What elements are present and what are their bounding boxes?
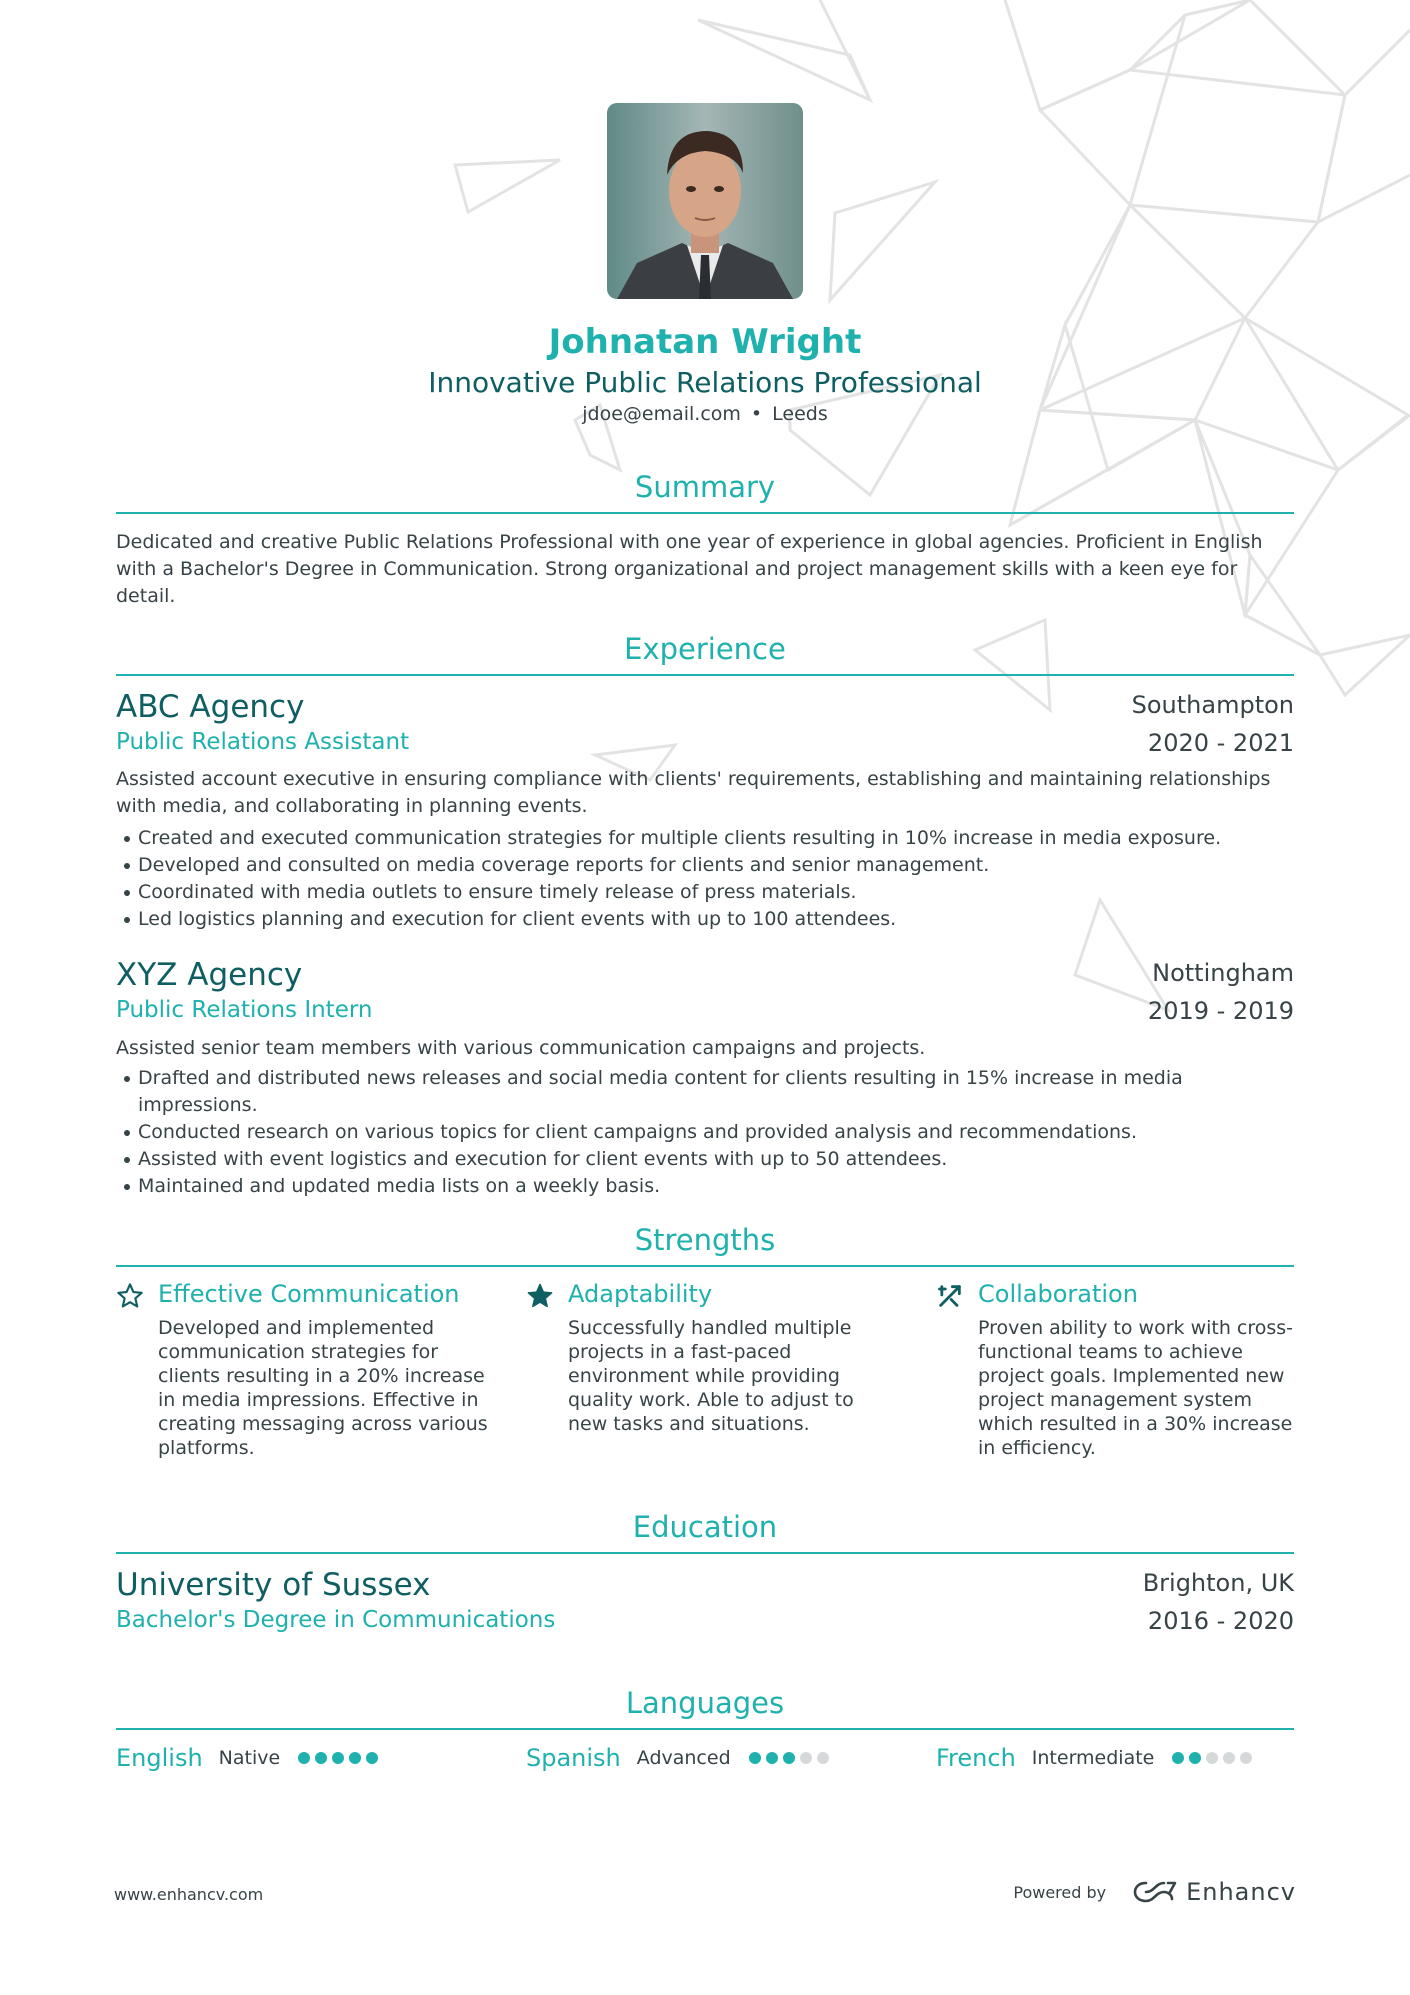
language-level: Native bbox=[218, 1747, 281, 1769]
strength-title: Effective Communication bbox=[158, 1280, 460, 1308]
location-text: Leeds bbox=[772, 403, 828, 425]
job-bullets bbox=[122, 825, 1292, 933]
rating-dot bbox=[1189, 1752, 1201, 1764]
email-text[interactable]: jdoe@email.com bbox=[582, 403, 741, 425]
rating-dot bbox=[349, 1752, 361, 1764]
education-location: Brighton, UK bbox=[1142, 1569, 1294, 1597]
job-bullet: Conducted research on various topics for client campaigns and provided analysis and recommendations. bbox=[122, 1119, 1292, 1146]
star-outline-icon bbox=[116, 1282, 144, 1310]
enhancv-brand-text: Enhancv bbox=[1186, 1878, 1296, 1906]
rating-dot bbox=[298, 1752, 310, 1764]
language-item bbox=[936, 1742, 1252, 1774]
strength-description: Proven ability to work with cross-functional teams to achieve project goals. Implemented new project management system which resulted in a 30% increase in efficiency. bbox=[978, 1317, 1294, 1459]
strength-description: Successfully handled multiple projects in a fast-paced environment while providing quality work. Able to adjust to new tasks and situations. bbox=[568, 1317, 854, 1435]
summary-heading: Summary bbox=[116, 470, 1294, 514]
job-dates: 2019 - 2019 bbox=[1147, 997, 1294, 1025]
collaboration-icon bbox=[936, 1282, 964, 1310]
candidate-name: Johnatan Wright bbox=[548, 322, 862, 362]
languages-heading: Languages bbox=[116, 1686, 1294, 1730]
footer-website[interactable]: www.enhancv.com bbox=[114, 1885, 264, 1904]
job-location: Southampton bbox=[1131, 691, 1294, 719]
language-rating bbox=[298, 1752, 378, 1764]
job-bullet: Assisted with event logistics and execution for client events with up to 50 attendees. bbox=[122, 1146, 1292, 1173]
rating-dot bbox=[783, 1752, 795, 1764]
contact-line bbox=[0, 403, 1410, 425]
job-bullet: Coordinated with media outlets to ensure timely release of press materials. bbox=[122, 879, 1292, 906]
rating-dot bbox=[1206, 1752, 1218, 1764]
rating-dot bbox=[1223, 1752, 1235, 1764]
language-name: Spanish bbox=[526, 1744, 621, 1772]
rating-dot bbox=[817, 1752, 829, 1764]
language-item bbox=[526, 1742, 829, 1774]
language-level: Intermediate bbox=[1031, 1747, 1155, 1769]
powered-by-text: Powered by bbox=[1013, 1882, 1107, 1902]
strength-title: Adaptability bbox=[568, 1280, 713, 1308]
strength-description: Developed and implemented communication strategies for clients resulting in a 20% increase in media impressions. Effective in creating messaging across various platforms. bbox=[158, 1317, 488, 1459]
summary-text: Dedicated and creative Public Relations Professional with one year of experience in global agencies. Proficient in English with a Bachelor's Degree in Communication. Strong organizational and project management skills with a keen eye for detail. bbox=[116, 531, 1263, 607]
language-name: French bbox=[936, 1744, 1016, 1772]
language-item bbox=[116, 1742, 378, 1774]
job-company: XYZ Agency bbox=[116, 957, 303, 993]
job-role: Public Relations Intern bbox=[116, 997, 373, 1023]
job-bullet: Led logistics planning and execution for client events with up to 100 attendees. bbox=[122, 906, 1292, 933]
education-heading: Education bbox=[116, 1510, 1294, 1554]
strength-title: Collaboration bbox=[978, 1280, 1138, 1308]
job-bullet: Created and executed communication strategies for multiple clients resulting in 10% increase in media exposure. bbox=[122, 825, 1292, 852]
job-bullet: Drafted and distributed news releases and social media content for clients resulting in 15% increase in media impressions. bbox=[122, 1065, 1292, 1119]
job-bullet: Maintained and updated media lists on a weekly basis. bbox=[122, 1173, 1292, 1200]
language-rating bbox=[1172, 1752, 1252, 1764]
rating-dot bbox=[315, 1752, 327, 1764]
job-role: Public Relations Assistant bbox=[116, 729, 410, 755]
language-rating bbox=[749, 1752, 829, 1764]
rating-dot bbox=[332, 1752, 344, 1764]
education-school: University of Sussex bbox=[116, 1567, 431, 1603]
rating-dot bbox=[1172, 1752, 1184, 1764]
job-company: ABC Agency bbox=[116, 689, 305, 725]
star-filled-icon bbox=[526, 1282, 554, 1310]
footer-branding bbox=[1013, 1878, 1296, 1906]
job-description: Assisted account executive in ensuring compliance with clients' requirements, establishing and maintaining relationships with media, and collaborating in planning events. bbox=[116, 768, 1271, 817]
rating-dot bbox=[766, 1752, 778, 1764]
education-degree: Bachelor's Degree in Communications bbox=[116, 1607, 556, 1633]
strengths-heading: Strengths bbox=[116, 1223, 1294, 1267]
rating-dot bbox=[749, 1752, 761, 1764]
job-bullet: Developed and consulted on media coverage reports for clients and senior management. bbox=[122, 852, 1292, 879]
profile-photo bbox=[607, 103, 803, 299]
candidate-title: Innovative Public Relations Professional bbox=[428, 366, 982, 399]
rating-dot bbox=[800, 1752, 812, 1764]
experience-heading: Experience bbox=[116, 632, 1294, 676]
job-description: Assisted senior team members with various communication campaigns and projects. bbox=[116, 1037, 926, 1059]
education-dates: 2016 - 2020 bbox=[1147, 1607, 1294, 1635]
rating-dot bbox=[1240, 1752, 1252, 1764]
rating-dot bbox=[366, 1752, 378, 1764]
language-name: English bbox=[116, 1744, 203, 1772]
enhancv-logo-icon bbox=[1132, 1879, 1178, 1905]
job-dates: 2020 - 2021 bbox=[1147, 729, 1294, 757]
job-location: Nottingham bbox=[1152, 959, 1294, 987]
job-bullets bbox=[122, 1065, 1292, 1200]
language-level: Advanced bbox=[636, 1747, 731, 1769]
contact-separator: • bbox=[750, 403, 763, 425]
